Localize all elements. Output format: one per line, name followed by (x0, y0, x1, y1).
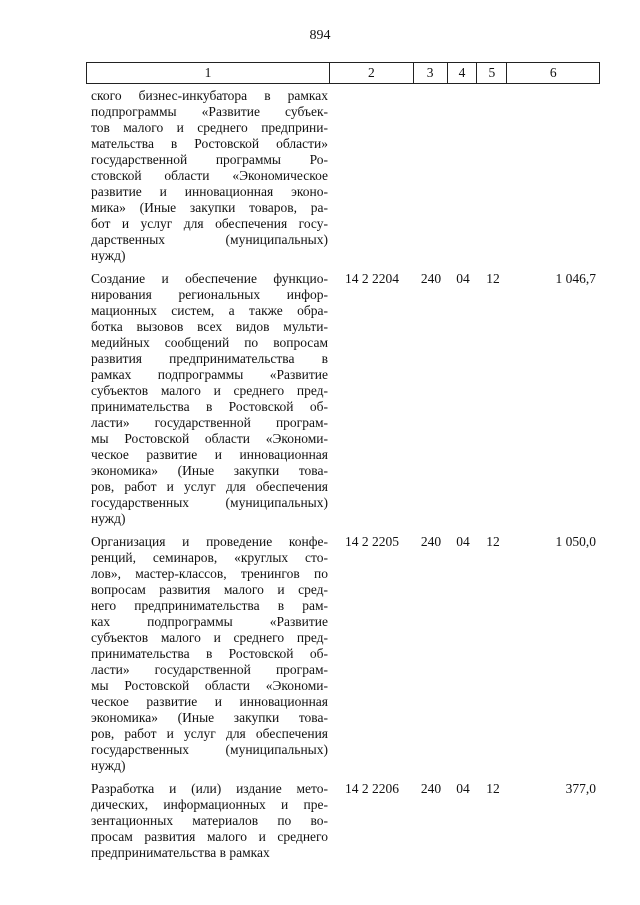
description-line: принимательства в Ростовской об- (91, 399, 328, 414)
description-line: ческое развитие и инновационная (91, 447, 328, 462)
target-article-code: 14 2 2204 (345, 271, 399, 286)
target-article-code: 14 2 2206 (345, 781, 399, 796)
expense-type: 240 (420, 781, 442, 796)
description-line: мы Ростовской области «Экономи- (91, 431, 328, 446)
header-col-1: 1 (87, 63, 330, 83)
description-line: зентационных материалов по во- (91, 813, 328, 828)
description-line: бот и услуг для обеспечения госу- (91, 216, 328, 231)
description-line: развития предпринимательства в (91, 351, 328, 366)
description-line: ласти» государственной програм- (91, 415, 328, 430)
description-line: Организация и проведение конфе- (91, 534, 328, 549)
row-description (86, 534, 330, 774)
description-line: ского бизнес-инкубатора в рамках (91, 88, 328, 103)
amount: 1 050,0 (555, 534, 596, 549)
header-col-5: 5 (477, 63, 507, 83)
header-col-6: 6 (549, 65, 557, 80)
row-description (86, 271, 330, 527)
header-col-3: 3 (414, 63, 448, 83)
expense-type: 240 (420, 271, 442, 286)
target-article-code: 14 2 2205 (345, 534, 399, 549)
page-number: 894 (309, 28, 331, 43)
description-line: мика» (Иные закупки товаров, ра- (91, 200, 328, 215)
description-line: государственных (муниципальных) (91, 495, 328, 510)
subsection-code: 12 (486, 781, 500, 796)
section-code: 04 (456, 534, 470, 549)
table-header (86, 62, 600, 84)
description-line: ботка вызовов всех видов мульти- (91, 319, 328, 334)
table-row (86, 88, 600, 264)
description-line: ческое развитие и инновационная (91, 694, 328, 709)
section-code: 04 (456, 781, 470, 796)
description-line: ках подпрограммы «Развитие (91, 614, 328, 629)
section-code (448, 88, 478, 264)
description-line: рамках подпрограммы «Развитие (91, 367, 328, 382)
header-col-4: 4 (448, 63, 478, 83)
description-line: дарственных (муниципальных) (91, 232, 328, 247)
description-line: Разработка и (или) издание мето- (91, 781, 328, 796)
description-line: лов», мастер-классов, тренингов по (91, 566, 328, 581)
description-line: ров, работ и услуг для обеспечения (91, 479, 328, 494)
header-col-2: 2 (330, 63, 414, 83)
description-line: ренций, семинаров, «круглых сто- (91, 550, 328, 565)
description-line: нужд) (91, 511, 126, 526)
description-line: мы Ростовской области «Экономи- (91, 678, 328, 693)
description-line: нирования региональных инфор- (91, 287, 328, 302)
description-line: ласти» государственной програм- (91, 662, 328, 677)
subsection-code: 12 (486, 534, 500, 549)
description-line: государственных (муниципальных) (91, 742, 328, 757)
description-line: принимательства в Ростовской об- (91, 646, 328, 661)
subsection-code (478, 88, 508, 264)
description-line: развитие и инновационная эконо- (91, 184, 328, 199)
description-line: мательства в Ростовской области» (91, 136, 328, 151)
amount: 1 046,7 (555, 271, 596, 286)
description-line: медийных сообщений по вопросам (91, 335, 328, 350)
section-code: 04 (456, 271, 470, 286)
description-line: субъектов малого и среднего пред- (91, 630, 328, 645)
description-line: Создание и обеспечение функцио- (91, 271, 328, 286)
description-line: нужд) (91, 758, 126, 773)
expense-type: 240 (420, 534, 442, 549)
description-line: дических, информационных и пре- (91, 797, 328, 812)
row-description (86, 781, 330, 861)
description-line: просам развития малого и среднего (91, 829, 328, 844)
expense-type (414, 88, 448, 264)
description-line: субъектов малого и среднего пред- (91, 383, 328, 398)
subsection-code: 12 (486, 271, 500, 286)
description-line: экономика» (Иные закупки това- (91, 463, 328, 478)
description-line: нужд) (91, 248, 126, 263)
description-line: него предпринимательства в рам- (91, 598, 328, 613)
description-line: мационных систем, а также обра- (91, 303, 328, 318)
description-line: государственной программы Ро- (91, 152, 328, 167)
amount: 377,0 (565, 781, 596, 796)
table-row (86, 781, 600, 861)
amount (508, 88, 600, 264)
row-description (86, 88, 330, 264)
table-body (86, 88, 600, 868)
description-line: вопросам развития малого и сред- (91, 582, 328, 597)
description-line: экономика» (Иные закупки това- (91, 710, 328, 725)
table-row (86, 271, 600, 527)
description-line: тов малого и среднего предприни- (91, 120, 328, 135)
description-line: подпрограммы «Развитие субъек- (91, 104, 328, 119)
description-line: предпринимательства в рамках (91, 845, 270, 860)
description-line: ров, работ и услуг для обеспечения (91, 726, 328, 741)
table-row (86, 534, 600, 774)
target-article-code (330, 88, 414, 264)
description-line: стовской области «Экономическое (91, 168, 328, 183)
